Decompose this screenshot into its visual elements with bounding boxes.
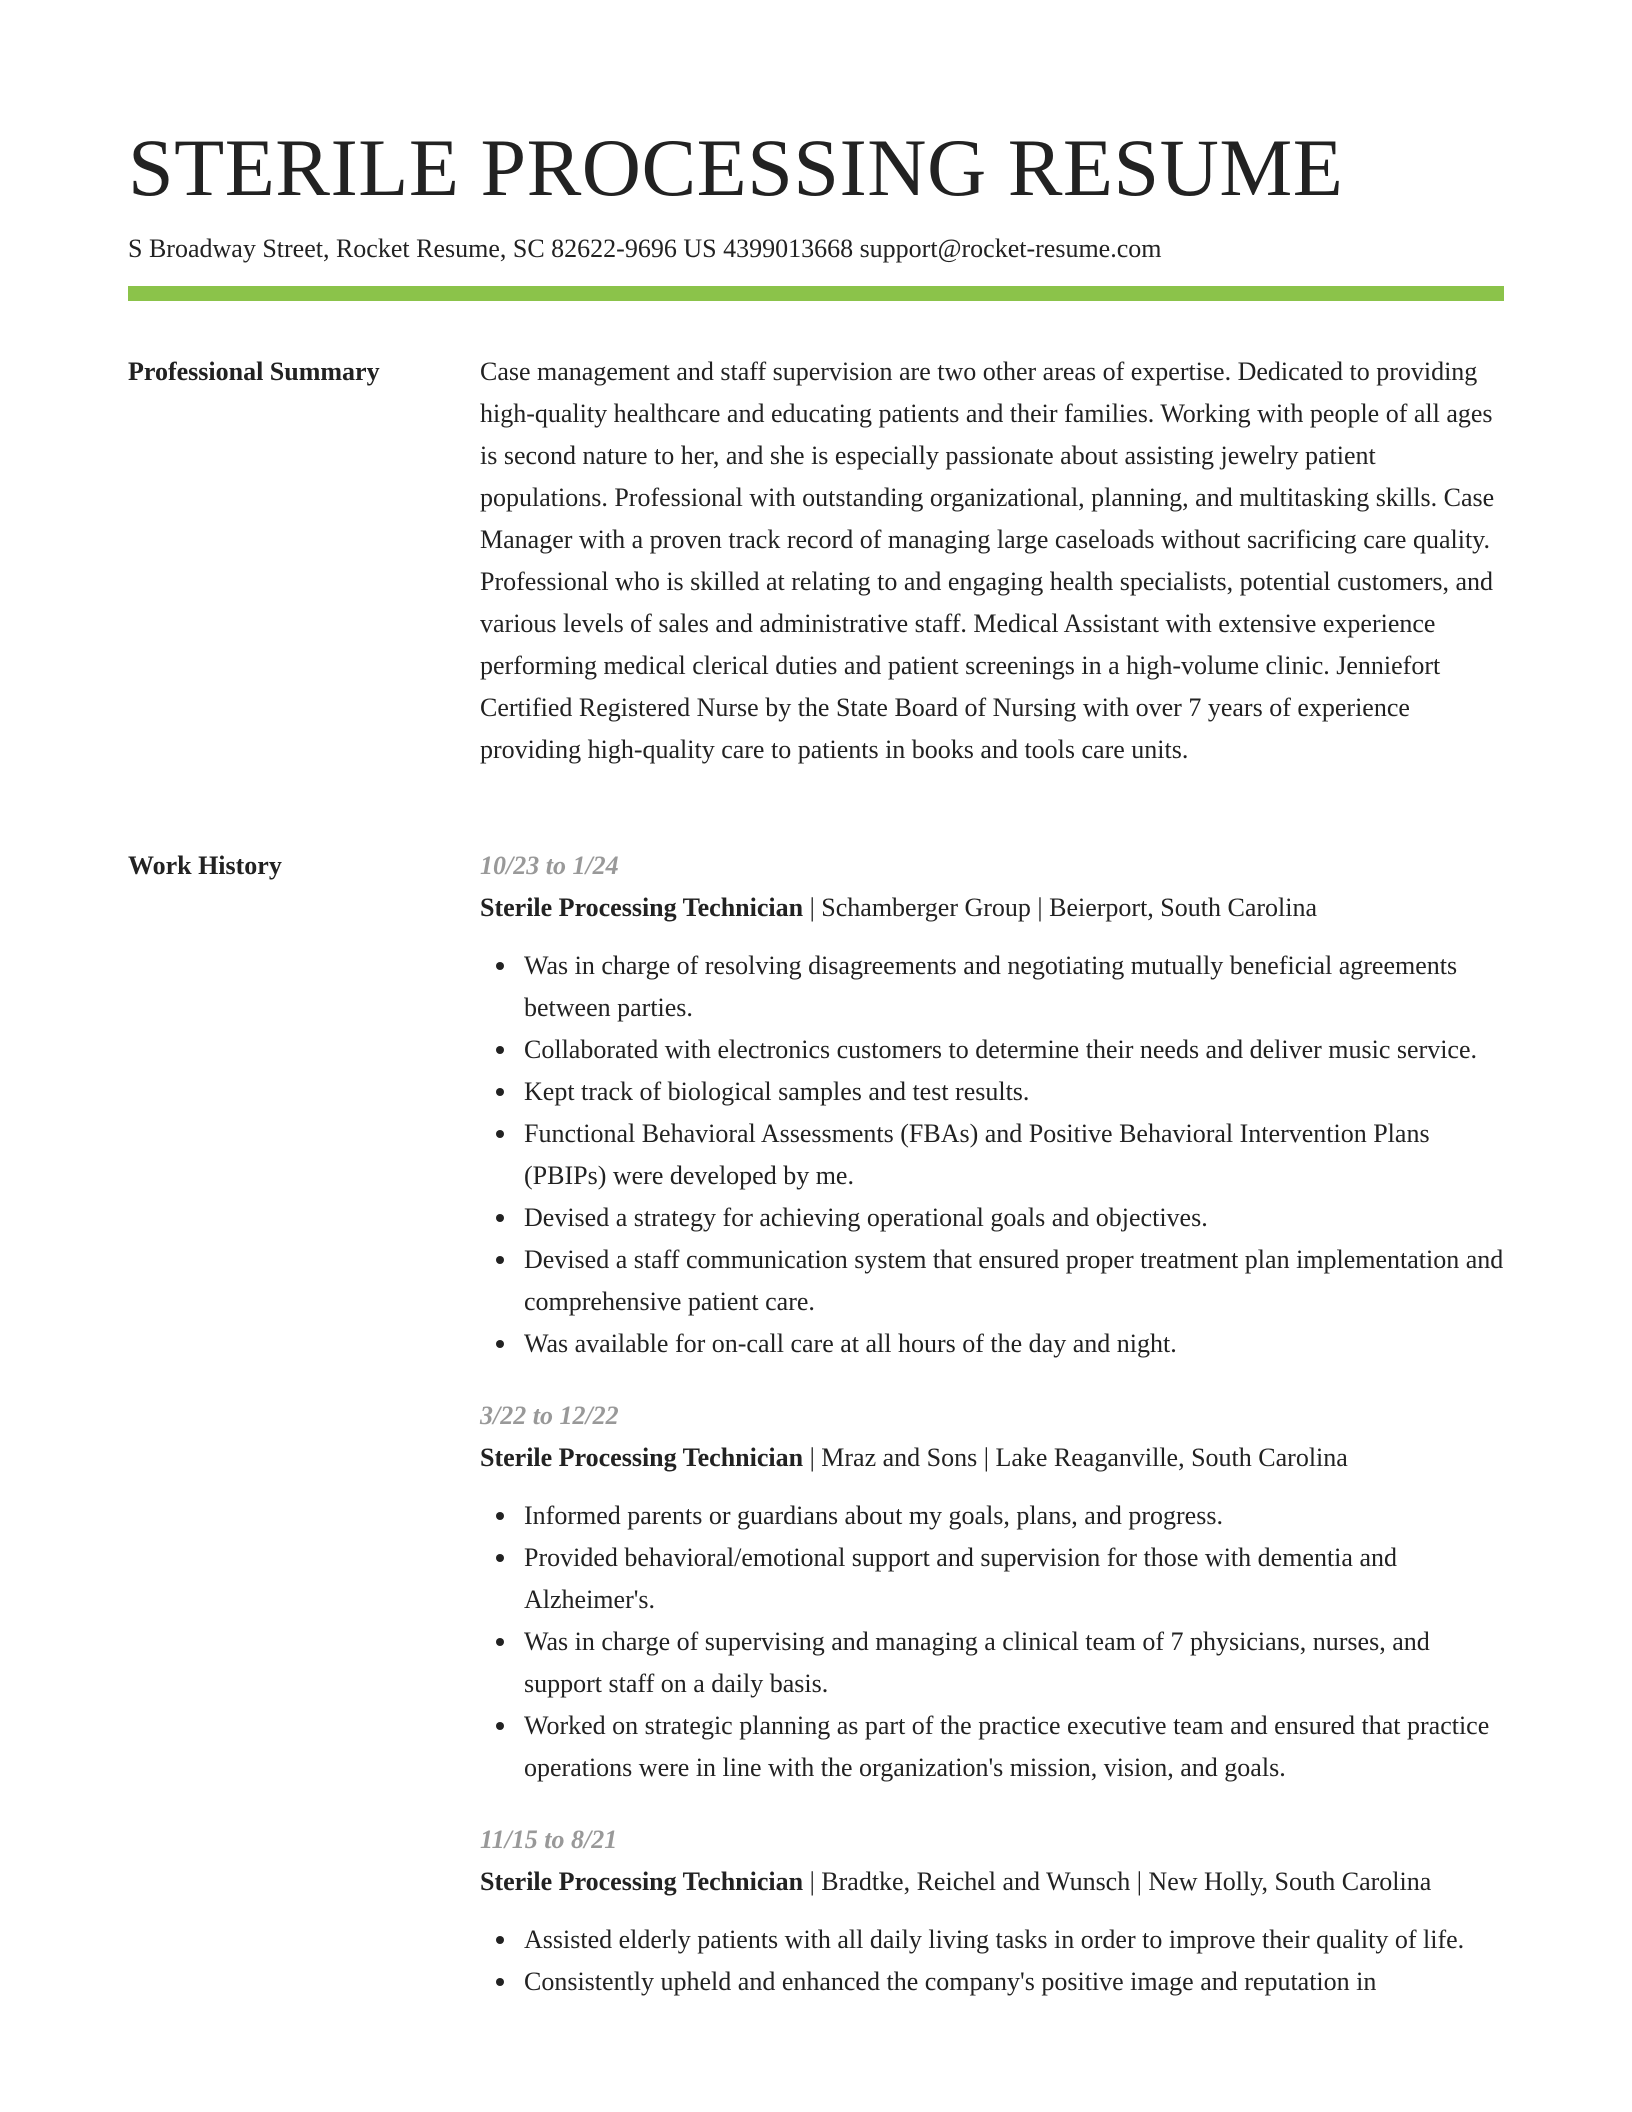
job-date: 11/15 to 8/21 bbox=[480, 1825, 618, 1854]
job-entry bbox=[480, 1819, 1504, 2003]
job-bullet: Provided behavioral/emotional support and supervision for those with dementia and Alzheimer's. bbox=[480, 1537, 1504, 1621]
job-bullet-list bbox=[480, 945, 1504, 1365]
job-title: Sterile Processing Technician bbox=[480, 893, 804, 922]
job-bullet: Assisted elderly patients with all daily living tasks in order to improve their quality of life. bbox=[480, 1919, 1504, 1961]
section-heading-summary: Professional Summary bbox=[128, 357, 380, 386]
header-divider bbox=[128, 286, 1504, 301]
job-bullet: Consistently upheld and enhanced the company's positive image and reputation in bbox=[480, 1961, 1504, 2003]
job-bullet: Devised a staff communication system that ensured proper treatment plan implementation and comprehensive patient care. bbox=[480, 1239, 1504, 1323]
job-details: | Mraz and Sons | Lake Reaganville, South Carolina bbox=[803, 1443, 1348, 1472]
job-bullet-list bbox=[480, 1495, 1504, 1789]
job-bullet: Kept track of biological samples and test results. bbox=[480, 1071, 1504, 1113]
job-details: | Schamberger Group | Beierport, South Carolina bbox=[803, 893, 1318, 922]
job-bullet: Was available for on-call care at all hours of the day and night. bbox=[480, 1323, 1504, 1365]
summary-body bbox=[480, 351, 1504, 771]
job-bullet: Devised a strategy for achieving operational goals and objectives. bbox=[480, 1197, 1504, 1239]
job-bullet-list bbox=[480, 1919, 1504, 2003]
job-bullet: Informed parents or guardians about my goals, plans, and progress. bbox=[480, 1495, 1504, 1537]
job-details: | Bradtke, Reichel and Wunsch | New Holly, South Carolina bbox=[803, 1867, 1432, 1896]
job-bullet: Functional Behavioral Assessments (FBAs) and Positive Behavioral Intervention Plans (PBIPs) were developed by me. bbox=[480, 1113, 1504, 1197]
summary-text: Case management and staff supervision are two other areas of expertise. Dedicated to providing high-quality healthcare and educating patients and their families. Working with people of all ages is second nature to her, and she is especially passionate about assisting jewelry patient populations. Professional with outstanding organizational, planning, and multitasking skills. Case Manager with a proven track record of managing large caseloads without sacrificing care quality. Professional who is skilled at relating to and engaging health specialists, potential customers, and various levels of sales and administrative staff. Medical Assistant with extensive experience performing medical clerical duties and patient screenings in a high-volume clinic. Jenniefort Certified Registered Nurse by the State Board of Nursing with over 7 years of experience providing high-quality care to patients in books and tools care units. bbox=[480, 357, 1495, 764]
job-entry bbox=[480, 1395, 1504, 1789]
job-date: 10/23 to 1/24 bbox=[480, 851, 619, 880]
job-title: Sterile Processing Technician bbox=[480, 1867, 804, 1896]
job-heading bbox=[480, 1437, 1504, 1479]
resume-title: STERILE PROCESSING RESUME bbox=[128, 122, 1344, 213]
job-bullet: Was in charge of resolving disagreements and negotiating mutually beneficial agreements between parties. bbox=[480, 945, 1504, 1029]
job-bullet: Worked on strategic planning as part of the practice executive team and ensured that practice operations were in line with the organization's mission, vision, and goals. bbox=[480, 1705, 1504, 1789]
job-title: Sterile Processing Technician bbox=[480, 1443, 804, 1472]
job-heading bbox=[480, 1861, 1504, 1903]
job-bullet: Was in charge of supervising and managing a clinical team of 7 physicians, nurses, and support staff on a daily basis. bbox=[480, 1621, 1504, 1705]
job-entry bbox=[480, 845, 1504, 1365]
contact-line: S Broadway Street, Rocket Resume, SC 82622-9696 US 4399013668 support@rocket-resume.com bbox=[128, 234, 1162, 263]
job-date: 3/22 to 12/22 bbox=[480, 1401, 619, 1430]
work-history-body bbox=[480, 845, 1504, 2033]
section-heading-work-history: Work History bbox=[128, 851, 282, 880]
job-heading bbox=[480, 887, 1504, 929]
job-bullet: Collaborated with electronics customers to determine their needs and deliver music service. bbox=[480, 1029, 1504, 1071]
